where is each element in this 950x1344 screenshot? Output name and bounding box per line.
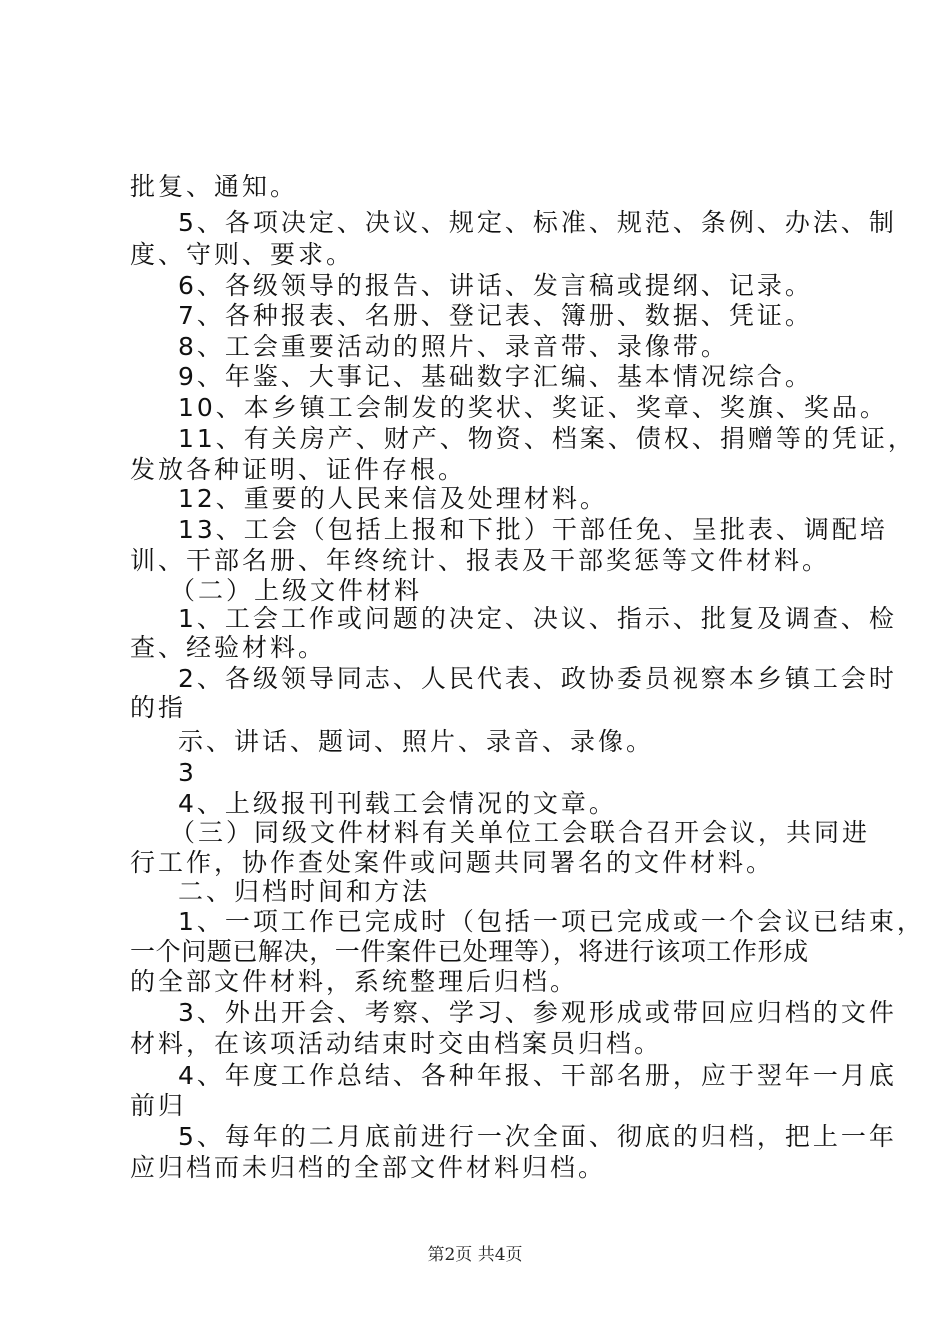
text-line: 材料，在该项活动结束时交由档案员归档。: [130, 1029, 663, 1058]
text-line: 11、有关房产、财产、物资、档案、债权、捐赠等的凭证，: [178, 424, 916, 453]
text-line: 6、各级领导的报告、讲话、发言稿或提纲、记录。: [178, 271, 813, 300]
text-line: 示、讲话、题词、照片、录音、录像。: [178, 727, 655, 756]
text-line: 9、年鉴、大事记、基础数字汇编、基本情况综合。: [178, 362, 813, 391]
text-line: 3、外出开会、考察、学习、参观形成或带回应归档的文件: [178, 998, 897, 1027]
text-line: 1、一项工作已完成时（包括一项已完成或一个会议已结束，: [178, 907, 925, 936]
text-line: 2、各级领导同志、人民代表、政协委员视察本乡镇工会时: [178, 664, 897, 693]
text-line: 3: [178, 758, 197, 787]
section-heading: 二、归档时间和方法: [178, 877, 431, 906]
text-line: 应归档而未归档的全部文件材料归档。: [130, 1153, 607, 1182]
section-heading: （二）上级文件材料: [170, 576, 423, 605]
text-line: 训、干部名册、年终统计、报表及干部奖惩等文件材料。: [130, 546, 831, 575]
text-line: 前归: [130, 1091, 187, 1120]
text-line: 行工作，协作查处案件或问题共同署名的文件材料。: [130, 848, 775, 877]
text-line: 7、各种报表、名册、登记表、簿册、数据、凭证。: [178, 301, 813, 330]
text-line: 5、各项决定、决议、规定、标准、规范、条例、办法、制: [178, 208, 897, 237]
text-line: 5、每年的二月底前进行一次全面、彻底的归档，把上一年: [178, 1122, 897, 1151]
text-line: 13、工会（包括上报和下批）干部任免、呈批表、调配培: [178, 515, 888, 544]
text-line: 4、年度工作总结、各种年报、干部名册，应于翌年一月底: [178, 1061, 897, 1090]
page-number-footer: 第2页 共4页: [427, 1245, 523, 1265]
text-line: 查、经验材料。: [130, 633, 327, 662]
text-line: 的指: [130, 693, 187, 722]
text-line: 12、重要的人民来信及处理材料。: [178, 484, 608, 513]
text-line: 度、守则、要求。: [130, 240, 355, 269]
text-line: 10、本乡镇工会制发的奖状、奖证、奖章、奖旗、奖品。: [178, 393, 888, 422]
text-line: 的全部文件材料，系统整理后归档。: [130, 967, 579, 996]
text-line: 发放各种证明、证件存根。: [130, 455, 467, 484]
text-line: 8、工会重要活动的照片、录音带、录像带。: [178, 332, 729, 361]
text-line: 4、上级报刊刊载工会情况的文章。: [178, 789, 617, 818]
text-line: 批复、通知。: [130, 172, 299, 201]
section-heading: （三）同级文件材料有关单位工会联合召开会议，共同进: [170, 818, 871, 847]
text-line: 1、工会工作或问题的决定、决议、指示、批复及调查、检: [178, 604, 897, 633]
text-line: 一个问题已解决，一件案件已处理等），将进行该项工作形成: [130, 937, 809, 966]
